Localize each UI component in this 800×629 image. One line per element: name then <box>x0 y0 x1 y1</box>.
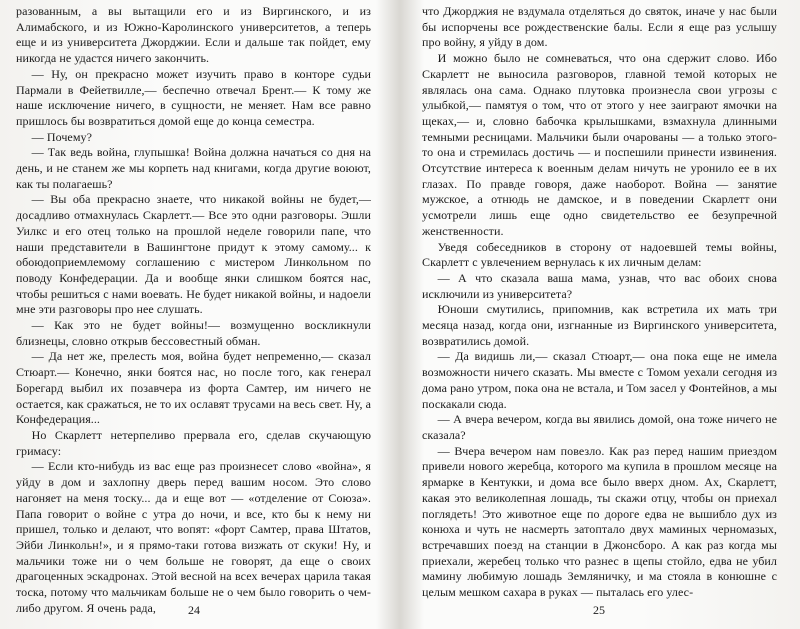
paragraph: — Вчера вечером нам повезло. Как раз перед нашим приездом привели нового жеребца, которого ма купила в прошлом месяце на ярмарке в Кентукки, и дома все было вверх дном. Ах, Скарлетт, какая это великолепная лошадь, ты скажи отцу, чтобы он приехал поглядеть! Это животное еще по дороге едва не вышибло дух из конюха и чуть не насмерть затоптало двух маминых черномазых, встречавших поезд на станции в Джонсборо. А как раз когда мы приехали, жеребец только что разнес в щепы стойло, едва не убил мамину любимую лошадь Земляничку, и ма стояла в конюшне с целым мешком сахара в руках — пыталась его улес- <box>422 443 777 600</box>
right-page <box>422 4 777 600</box>
paragraph: — Ну, он прекрасно может изучить право в конторе судьи Пармали в Фейетвилле,— беспечно отвечал Брент.— К тому же наше исключение ничего, в сущности, не меняет. Нам все равно пришлось бы возвратиться домой еще до конца семестра. <box>16 66 371 128</box>
paragraph: Но Скарлетт нетерпеливо прервала его, сделав скучающую гримасу: <box>16 427 371 458</box>
paragraph: И можно было не сомневаться, что она сдержит слово. Ибо Скарлетт не выносила разговоров, главной темой которых не являлась она сама. Однако плутовка произнесла свои угрозы с улыбкой,— памятуя о том, что от этого у нее заиграют ямочки на щеках,— и, словно бабочка крылышками, взмахнула длинными темными ресницами. Мальчики были очарованы — а только этого-то она и стремилась достичь — и поспешили принести извинения. Отсутствие интереса к военным делам ничуть не уронило ее в их глазах. По правде говоря, даже наоборот. Война — занятие мужское, а отнюдь не дамское, и в поведении Скарлетт они усмотрели лишь еще одно свидетельство ее безупречной женственности. <box>422 51 777 238</box>
paragraph: — Как это не будет войны!— возмущенно воскликнули близнецы, словно открыв бессовестный обман. <box>16 318 371 348</box>
paragraph: — Да видишь ли,— сказал Стюарт,— она пока еще не имела возможности ничего сказать. Мы вместе с Томом уехали сегодня из дома рано утром, пока она не встала, и Том засел у Фонтейнов, а мы поскакали сюда. <box>422 349 777 411</box>
paragraph: Уведя собеседников в сторону от надоевшей темы войны, Скарлетт с увлечением вернулась к их личным делам: <box>422 239 777 270</box>
paragraph: — Если кто-нибудь из вас еще раз произнесет слово «война», я уйду в дом и захлопну дверь перед вашим носом. Это слово нагоняет на меня тоску... да и еще вот — «отделение от Союза». Папа говорит о войне с утра до ночи, и все, кто бы к нему ни пришел, только и делают, что вопят: «форт Самтер, права Штатов, Эйби Линкольн!», и я прямо-таки готова визжать от скуки! Ну, и мальчики тоже ни о чем больше не говорят, да еще о своих драгоценных эскадронах. Этой весной на всех вечерах царила такая тоска, потому что мальчикам больше не о чем было говорить о чем-либо другом. Я очень рада, <box>16 459 371 615</box>
paragraph: — А вчера вечером, когда вы явились домой, она тоже ничего не сказала? <box>422 412 777 442</box>
page-number-left: 24 <box>188 603 200 617</box>
paragraph: — Вы оба прекрасно знаете, что никакой войны не будет,— досадливо отмахнулась Скарлетт.— Все это одни разговоры. Эшли Уилкс и его отец только на прошлой неделе говорили папе, что наши представители в Вашингтоне придут к этому самому... к обоюдоприемлемому соглашению с мистером Линкольном по поводу Конфедерации. Да и вообще янки слишком боятся нас, чтобы решиться с нами воевать. Не будет никакой войны, и надоели мне эти разговоры про нее слушать. <box>16 192 371 317</box>
paragraph: — Да нет же, прелесть моя, война будет непременно,— сказал Стюарт.— Конечно, янки боятся нас, но после того, как генерал Борегард выбил их позавчера из форта Самтер, им ничего не остается, как сражаться, не то их ославят трусами на весь свет. Ну, а Конфедерация... <box>16 349 371 427</box>
page-number-right: 25 <box>593 603 605 617</box>
paragraph: — Так ведь война, глупышка! Война должна начаться со дня на день, и не станем же мы корпеть над книгами, когда другие воюют, как ты полагаешь? <box>16 145 371 191</box>
paragraph: — Почему? <box>31 129 92 144</box>
paragraph: что Джорджия не вздумала отделяться до святок, иначе у нас были бы испорчены все рождественские балы. Если я еще раз услышу про войну, я уйду в дом. <box>422 4 777 50</box>
paragraph: — А что сказала ваша мама, узнав, что вас обоих снова исключили из университета? <box>422 270 777 301</box>
paragraph: Юноши смутились, припомнив, как встретила их мать три месяца назад, когда они, изгнанные из Виргинского университета, возвратились домой. <box>422 302 777 348</box>
paragraph: разованным, а вы вытащили его и из Виргинского, и из Алимабского, и из Южно-Каролинского университетов, а теперь еще и из университета Джорджии. Если и дальше так пойдет, ему никогда не удастся ничего закончить. <box>16 4 371 66</box>
